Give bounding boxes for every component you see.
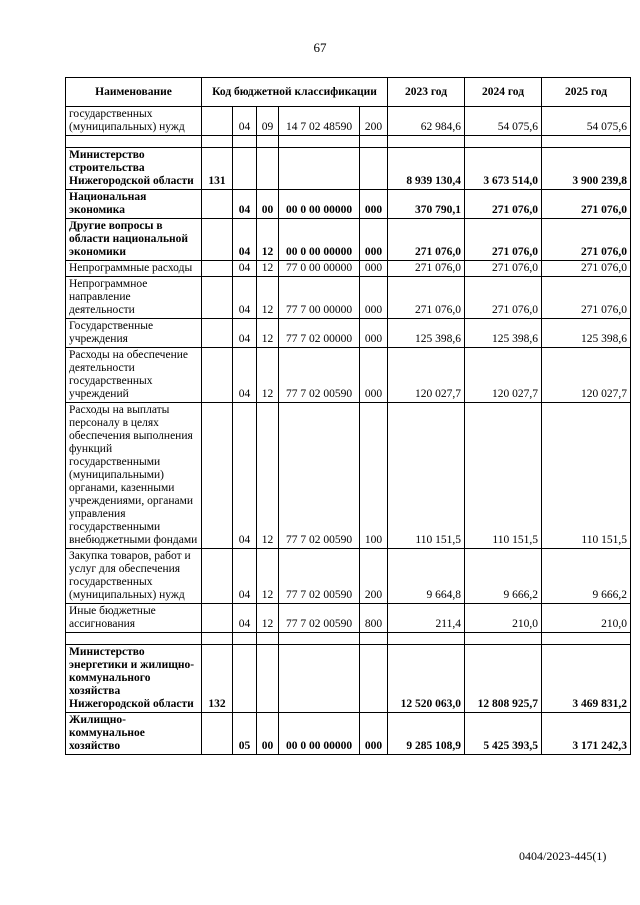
cell-2025: 9 666,2 <box>542 549 631 604</box>
table-row <box>66 148 631 190</box>
cell-2023: 62 984,6 <box>388 107 465 136</box>
cell-target-article: 14 7 02 48590 <box>279 107 360 136</box>
separator-cell <box>388 136 465 148</box>
cell-expense-type: 000 <box>360 219 388 261</box>
cell-ved <box>202 403 233 549</box>
cell-2023: 110 151,5 <box>388 403 465 549</box>
cell-2024: 54 075,6 <box>465 107 542 136</box>
cell-subsection: 12 <box>257 277 279 319</box>
cell-2025: 210,0 <box>542 604 631 633</box>
cell-name: Иные бюджетные ассигнования <box>66 604 202 633</box>
separator-cell <box>66 136 202 148</box>
cell-2024: 210,0 <box>465 604 542 633</box>
cell-subsection: 12 <box>257 348 279 403</box>
cell-name: Министерство строительства Нижегородской области <box>66 148 202 190</box>
header-2023: 2023 год <box>388 78 465 107</box>
cell-2024: 271 076,0 <box>465 277 542 319</box>
cell-expense-type: 200 <box>360 107 388 136</box>
budget-table <box>65 77 631 755</box>
table-row <box>66 277 631 319</box>
cell-section <box>233 645 257 713</box>
table-row <box>66 645 631 713</box>
cell-2024: 271 076,0 <box>465 219 542 261</box>
cell-expense-type <box>360 148 388 190</box>
table-header-row <box>66 78 631 107</box>
separator-cell <box>542 136 631 148</box>
cell-expense-type: 000 <box>360 190 388 219</box>
separator-cell <box>360 136 388 148</box>
cell-subsection: 12 <box>257 261 279 277</box>
cell-ved <box>202 604 233 633</box>
cell-subsection: 12 <box>257 219 279 261</box>
page-number: 67 <box>313 40 327 55</box>
cell-target-article: 77 0 00 00000 <box>279 261 360 277</box>
table-row <box>66 713 631 755</box>
cell-section: 04 <box>233 261 257 277</box>
cell-2025: 3 171 242,3 <box>542 713 631 755</box>
separator-cell <box>388 633 465 645</box>
cell-ved <box>202 348 233 403</box>
header-code: Код бюджетной классификации <box>202 78 388 107</box>
cell-target-article: 77 7 02 00590 <box>279 604 360 633</box>
cell-2023: 12 520 063,0 <box>388 645 465 713</box>
cell-name: Государственные учреждения <box>66 319 202 348</box>
cell-2025: 3 469 831,2 <box>542 645 631 713</box>
cell-expense-type: 000 <box>360 319 388 348</box>
cell-name: Непрограммные расходы <box>66 261 202 277</box>
header-2024: 2024 год <box>465 78 542 107</box>
cell-2023: 211,4 <box>388 604 465 633</box>
cell-section: 04 <box>233 190 257 219</box>
cell-2024: 110 151,5 <box>465 403 542 549</box>
header-name: Наименование <box>66 78 202 107</box>
cell-section: 05 <box>233 713 257 755</box>
separator-cell <box>233 136 257 148</box>
cell-expense-type: 100 <box>360 403 388 549</box>
cell-expense-type: 000 <box>360 277 388 319</box>
cell-target-article: 00 0 00 00000 <box>279 190 360 219</box>
cell-subsection <box>257 148 279 190</box>
cell-2025: 271 076,0 <box>542 190 631 219</box>
document-code: 0404/2023-445(1) <box>519 849 607 863</box>
cell-2023: 370 790,1 <box>388 190 465 219</box>
cell-ved <box>202 261 233 277</box>
cell-2025: 120 027,7 <box>542 348 631 403</box>
cell-name: Непрограммное направление деятельности <box>66 277 202 319</box>
cell-2023: 120 027,7 <box>388 348 465 403</box>
separator-cell <box>257 136 279 148</box>
separator-row <box>66 136 631 148</box>
separator-cell <box>279 136 360 148</box>
cell-section: 04 <box>233 319 257 348</box>
cell-section: 04 <box>233 348 257 403</box>
cell-subsection: 12 <box>257 549 279 604</box>
cell-subsection: 12 <box>257 319 279 348</box>
cell-section: 04 <box>233 277 257 319</box>
separator-cell <box>465 136 542 148</box>
separator-cell <box>360 633 388 645</box>
cell-2023: 271 076,0 <box>388 219 465 261</box>
cell-2024: 271 076,0 <box>465 261 542 277</box>
table-row <box>66 348 631 403</box>
cell-name: Закупка товаров, работ и услуг для обеспечения государственных (муниципальных) нужд <box>66 549 202 604</box>
cell-2023: 8 939 130,4 <box>388 148 465 190</box>
table-row <box>66 107 631 136</box>
cell-2025: 271 076,0 <box>542 261 631 277</box>
table-row <box>66 319 631 348</box>
cell-ved <box>202 319 233 348</box>
separator-cell <box>465 633 542 645</box>
cell-subsection: 12 <box>257 403 279 549</box>
separator-cell <box>257 633 279 645</box>
cell-2023: 271 076,0 <box>388 277 465 319</box>
cell-2025: 110 151,5 <box>542 403 631 549</box>
cell-target-article <box>279 645 360 713</box>
cell-ved <box>202 277 233 319</box>
cell-target-article: 77 7 02 00590 <box>279 403 360 549</box>
cell-subsection: 00 <box>257 190 279 219</box>
cell-expense-type <box>360 645 388 713</box>
header-2025: 2025 год <box>542 78 631 107</box>
cell-ved <box>202 190 233 219</box>
cell-subsection: 00 <box>257 713 279 755</box>
table-row <box>66 403 631 549</box>
table-row <box>66 604 631 633</box>
cell-2024: 125 398,6 <box>465 319 542 348</box>
cell-expense-type: 800 <box>360 604 388 633</box>
cell-name: государственных (муниципальных) нужд <box>66 107 202 136</box>
cell-name: Министерство энергетики и жилищно-коммунального хозяйства Нижегородской области <box>66 645 202 713</box>
cell-2025: 3 900 239,8 <box>542 148 631 190</box>
cell-name: Жилищно-коммунальное хозяйство <box>66 713 202 755</box>
cell-expense-type: 200 <box>360 549 388 604</box>
cell-ved: 132 <box>202 645 233 713</box>
cell-target-article: 00 0 00 00000 <box>279 219 360 261</box>
cell-ved <box>202 107 233 136</box>
cell-section: 04 <box>233 604 257 633</box>
cell-2023: 125 398,6 <box>388 319 465 348</box>
cell-section: 04 <box>233 403 257 549</box>
cell-2023: 9 664,8 <box>388 549 465 604</box>
separator-cell <box>279 633 360 645</box>
cell-subsection: 09 <box>257 107 279 136</box>
cell-2024: 12 808 925,7 <box>465 645 542 713</box>
cell-target-article: 77 7 02 00590 <box>279 549 360 604</box>
cell-section: 04 <box>233 549 257 604</box>
cell-expense-type: 000 <box>360 348 388 403</box>
separator-cell <box>542 633 631 645</box>
cell-2025: 54 075,6 <box>542 107 631 136</box>
cell-2024: 5 425 393,5 <box>465 713 542 755</box>
cell-target-article <box>279 148 360 190</box>
table-body <box>66 107 631 755</box>
cell-2024: 3 673 514,0 <box>465 148 542 190</box>
separator-cell <box>202 633 233 645</box>
cell-2024: 120 027,7 <box>465 348 542 403</box>
table-row <box>66 261 631 277</box>
cell-subsection <box>257 645 279 713</box>
separator-row <box>66 633 631 645</box>
cell-ved <box>202 219 233 261</box>
cell-2025: 125 398,6 <box>542 319 631 348</box>
separator-cell <box>202 136 233 148</box>
separator-cell <box>233 633 257 645</box>
cell-ved <box>202 713 233 755</box>
cell-name: Расходы на обеспечение деятельности государственных учреждений <box>66 348 202 403</box>
cell-name: Расходы на выплаты персоналу в целях обеспечения выполнения функций государственными (муниципальными) органами, казенными учреждениями, органами управления государственными внебюджетными фондами <box>66 403 202 549</box>
cell-2023: 271 076,0 <box>388 261 465 277</box>
cell-section: 04 <box>233 107 257 136</box>
cell-target-article: 77 7 02 00000 <box>279 319 360 348</box>
cell-2024: 9 666,2 <box>465 549 542 604</box>
cell-2025: 271 076,0 <box>542 219 631 261</box>
separator-cell <box>66 633 202 645</box>
cell-2023: 9 285 108,9 <box>388 713 465 755</box>
cell-section: 04 <box>233 219 257 261</box>
cell-target-article: 77 7 00 00000 <box>279 277 360 319</box>
cell-expense-type: 000 <box>360 261 388 277</box>
cell-name: Национальная экономика <box>66 190 202 219</box>
cell-target-article: 00 0 00 00000 <box>279 713 360 755</box>
cell-expense-type: 000 <box>360 713 388 755</box>
table-row <box>66 549 631 604</box>
table-row <box>66 219 631 261</box>
table-row <box>66 190 631 219</box>
cell-name: Другие вопросы в области национальной экономики <box>66 219 202 261</box>
cell-ved <box>202 549 233 604</box>
cell-subsection: 12 <box>257 604 279 633</box>
cell-2025: 271 076,0 <box>542 277 631 319</box>
cell-2024: 271 076,0 <box>465 190 542 219</box>
cell-section <box>233 148 257 190</box>
cell-ved: 131 <box>202 148 233 190</box>
cell-target-article: 77 7 02 00590 <box>279 348 360 403</box>
